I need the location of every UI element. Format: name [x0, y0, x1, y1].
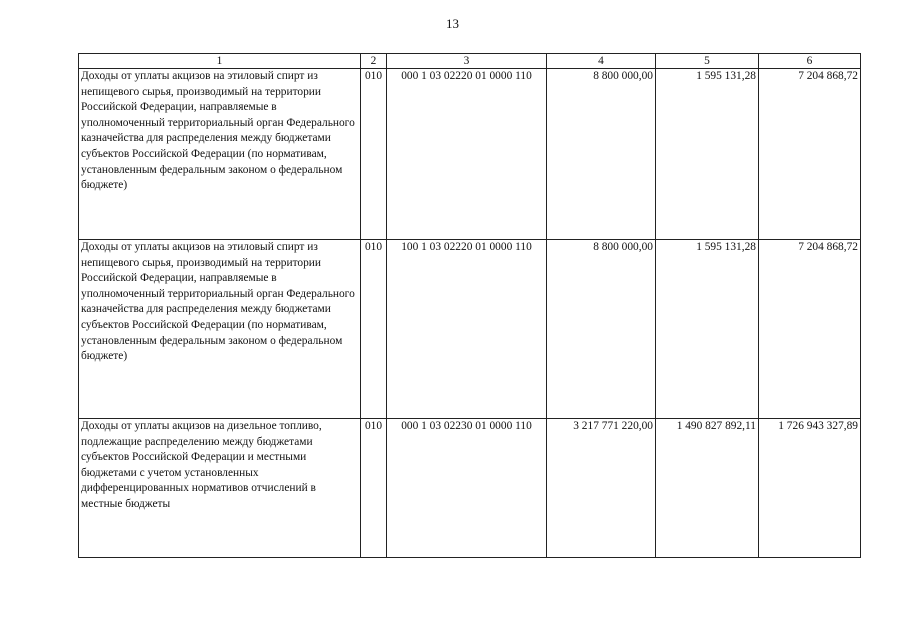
kbk-code-cell: 000 1 03 02220 01 0000 110 [387, 69, 547, 240]
amount-col5-cell: 1 490 827 892,11 [656, 419, 759, 558]
amount-col4-cell: 8 800 000,00 [547, 69, 656, 240]
amount-col4-cell: 8 800 000,00 [547, 240, 656, 419]
table-row [79, 240, 861, 419]
header-col-6: 6 [759, 54, 861, 69]
header-row [79, 54, 861, 69]
amount-col6-cell: 7 204 868,72 [759, 69, 861, 240]
page-number: 13 [446, 16, 459, 31]
table-row [79, 419, 861, 558]
amount-col5-cell: 1 595 131,28 [656, 69, 759, 240]
admin-code-cell: 010 [361, 240, 387, 419]
table-row [79, 69, 861, 240]
amount-col6-cell: 1 726 943 327,89 [759, 419, 861, 558]
budget-table [78, 53, 861, 558]
revenue-name-cell: Доходы от уплаты акцизов на этиловый спирт из непищевого сырья, производимый на территории Российской Федерации, направляемые в уполномоченный территориальный орган Федерального казначейства для распределения между бюджетами субъектов Российской Федерации (по нормативам, установленным федеральным законом о федеральном бюджете) [79, 240, 361, 419]
header-col-3: 3 [387, 54, 547, 69]
header-col-4: 4 [547, 54, 656, 69]
kbk-code-cell: 000 1 03 02230 01 0000 110 [387, 419, 547, 558]
kbk-code-cell: 100 1 03 02220 01 0000 110 [387, 240, 547, 419]
header-col-1: 1 [79, 54, 361, 69]
admin-code-cell: 010 [361, 419, 387, 558]
amount-col6-cell: 7 204 868,72 [759, 240, 861, 419]
amount-col5-cell: 1 595 131,28 [656, 240, 759, 419]
revenue-name-cell: Доходы от уплаты акцизов на этиловый спирт из непищевого сырья, производимый на территории Российской Федерации, направляемые в уполномоченный территориальный орган Федерального казначейства для распределения между бюджетами субъектов Российской Федерации (по нормативам, установленным федеральным законом о федеральном бюджете) [79, 69, 361, 240]
header-col-2: 2 [361, 54, 387, 69]
admin-code-cell: 010 [361, 69, 387, 240]
revenue-name-cell: Доходы от уплаты акцизов на дизельное топливо, подлежащие распределению между бюджетами субъектов Российской Федерации и местными бюджетами с учетом установленных дифференцированных нормативов отчислений в местные бюджеты [79, 419, 361, 558]
amount-col4-cell: 3 217 771 220,00 [547, 419, 656, 558]
header-col-5: 5 [656, 54, 759, 69]
